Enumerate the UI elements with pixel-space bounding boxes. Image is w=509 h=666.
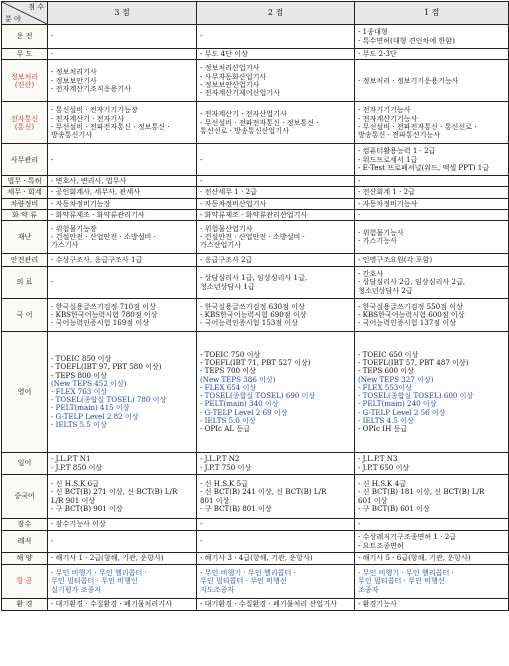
score-cell-2-points [197,198,355,209]
score-cell-1-points [355,267,509,299]
table-row [2,254,509,267]
category-label: 국 어 [16,309,33,319]
table-row [2,144,509,176]
qualification-line: - 국어능력인증시험 169점 이상 [51,318,150,328]
table-row [2,60,509,102]
qualification-line: - J.L.P.T N3 [358,454,398,464]
score-cell-1-points [355,453,509,475]
qualification-line: - [200,176,203,186]
category-cell [2,553,48,565]
score-cell-2-points [197,332,355,453]
qualification-line: - G-TELP Level 2 56 이상 [358,407,446,417]
qualification-line: - 특수면허(대형 견인차에 한함) [358,35,455,45]
qualification-line: - 컴퓨터활용능력 1 · 2급 [358,146,436,156]
qualification-line: - 전산세무 1 · 2급 [200,187,257,197]
category-label: 잠수 [17,519,32,529]
qualification-line: 통신선로 · 방송통신산업기사 [200,125,289,135]
score-cell-1-points [355,187,509,198]
table-row [2,332,509,453]
qualification-line: - [51,277,54,287]
score-cell-2-points [197,553,355,565]
score-cell-3-points [48,187,197,198]
header-row [2,2,509,25]
qualification-line: - 한국실용글쓰기검정 550점 이상 [358,301,463,311]
score-cell-2-points [197,176,355,187]
qualification-line: - TOSEL(종합실 TOSEL) 780 이상 [51,395,167,405]
category-label: 정보처리 [10,71,39,81]
qualification-line: - [200,536,203,546]
category-cell [2,25,48,49]
score-cell-1-points [355,565,509,599]
qualification-line: - [200,154,203,164]
score-cell-2-points [197,209,355,220]
score-cell-2-points [197,254,355,267]
qualification-line: (New TEPS 386 이상) [200,374,276,384]
score-cell-1-points [355,475,509,519]
category-cell [2,60,48,102]
qualification-line: - 전자계산기기능사 [358,113,418,123]
score-cell-3-points [48,299,197,332]
qualification-line: - J.L.P.T N2 [200,454,240,464]
score-cell-1-points [355,299,509,332]
category-cell [2,49,48,60]
column-header-2-points: 2 점 [197,2,355,25]
table-row [2,187,509,198]
qualification-line: - 신 H.S.K 4급 [358,479,406,489]
category-cell [2,198,48,209]
qualification-line: - 한국실용글쓰기검정 710점 이상 [51,301,156,311]
qualification-line: - IELTS 5.5 이상 [51,419,107,429]
qualification-line: 가스산업기사 [200,240,242,250]
qualification-line: - J.P.T 750 이상 [200,462,252,472]
score-cell-1-points [355,519,509,531]
category-cell [2,599,48,611]
qualification-line: - 수상레저기구조종면허 1 · 2급 [358,532,457,542]
table-row [2,599,509,611]
qualification-line: - 무인 비행기 · 무인 헬리콥터 · [200,568,296,578]
qualification-line: - [358,519,361,529]
score-cell-2-points [197,187,355,198]
qualification-line: - 전산회계 1 · 2급 [358,187,415,197]
category-label: 환 경 [16,599,33,609]
qualification-line: - 화약류제조 · 화약류관리산업기사 [200,209,308,219]
category-label: 일어 [17,458,32,468]
qualification-line: - 정보처리산업기사 [200,63,260,73]
qualification-line: - TOEFL(IBT 71, PBT 527 이상) [200,358,311,368]
category-label: 영어 [17,386,32,396]
qualification-line: - 화약류제조 · 화약류관리기사 [51,209,145,219]
qualification-line: - FLEX 763 이상 [51,386,108,396]
table-row [2,453,509,475]
qualification-line: - KBS한국어능력시험 690점 이상 [200,309,307,319]
category-label: 화 약 류 [11,209,38,219]
qualification-line: - 무선설비 · 전파전자통신 · 통신선로 · [358,121,477,131]
score-cell-3-points [48,475,197,519]
category-cell [2,519,48,531]
qualification-line: 청소년상담사 1급 [200,281,255,291]
table-row [2,267,509,299]
qualification-line: - TOSEL(종합실 TOSEL) 600 이상 [358,391,474,401]
qualification-line: - 무선설비 · 전파전자통신 · 정보통신 · [51,121,170,131]
corner-header-cell [2,2,48,25]
category-cell [2,187,48,198]
qualification-line: 무인 멀티콥터 · 무인 비행선 [358,576,445,586]
score-cell-1-points [355,198,509,209]
qualification-line: - 통신설비 · 전자기기기능장 [51,105,138,115]
table-row [2,565,509,599]
qualification-line: - 신 BCT(B) 181 이상, 신 BCT(B) L/R [358,487,485,497]
qualification-line: - 응급구조사 2급 [200,254,253,264]
score-cell-2-points [197,102,355,144]
qualification-line: - 잠수기능사 이상 [51,519,106,529]
score-cell-1-points [355,531,509,553]
qualification-line: 청소년상담사 2급 [358,285,413,295]
qualification-line: - 신 BCT(B) 271 이상, 신 BCT(B) L/R [51,487,178,497]
qualification-line: - PELT(main) 415 이상 [51,403,130,413]
qualification-line: - J.P.T 850 이상 [51,462,103,472]
category-label: (통신) [14,121,35,131]
table-row [2,49,509,60]
score-cell-1-points [355,49,509,60]
table-row [2,102,509,144]
table-row [2,209,509,220]
category-label: 운 전 [16,31,33,41]
qualification-line: - 환경기능사 [358,599,397,609]
qualification-line: (New TEPS 452 이상) [51,378,127,388]
qualification-line: - 해기사 3 · 4급(항해, 기관, 운항사) [200,553,313,563]
table-row [2,198,509,209]
qualification-line: - 대기환경 · 수질환경 · 폐기물처리 산업기사 [200,599,337,609]
score-cell-2-points [197,25,355,49]
score-cell-1-points [355,144,509,176]
table-row [2,531,509,553]
qualification-line: - [51,154,54,164]
qualification-line: - 정보처리 · 정보기기운용기능사 [358,75,459,85]
qualification-line: - E-Test 프로페셔널(워드, 엑셀 PPT) 1급 [358,162,490,172]
score-cell-3-points [48,267,197,299]
qualification-line: - TEPS 700 이상 [200,366,256,376]
qualification-line: - OPIc AL 등급 [200,423,251,433]
score-cell-1-points [355,60,509,102]
qualification-line: - 해기사 1 · 2급(항해, 기관, 운항사) [51,553,164,563]
score-cell-2-points [197,299,355,332]
qualification-line: - [358,209,361,219]
qualification-line: - KBS한국어능력시험 780점 이상 [51,309,158,319]
score-cell-2-points [197,475,355,519]
qualification-line: - [51,31,54,41]
qualification-line: - 국어능력인증시험 137점 이상 [358,318,457,328]
table-row [2,299,509,332]
category-cell [2,531,48,553]
qualification-line: - 한국실용글쓰기검정 630점 이상 [200,301,305,311]
category-cell [2,565,48,599]
qualification-line: - J.P.T 650 이상 [358,462,410,472]
score-cell-3-points [48,599,197,611]
qualification-line: - G-TELP Level 2 82 이상 [51,411,139,421]
qualification-line: 무인 멀티콥터 · 무인 비행선 [51,576,138,586]
qualification-line: - 구 BCT(B) 901 이상 [51,503,123,513]
corner-field-label: 분 야 [5,14,21,23]
qualification-line: - 구 BCT(B) 801 이상 [200,503,272,513]
category-label: 레저 [17,536,32,546]
score-cell-3-points [48,198,197,209]
score-cell-3-points [48,254,197,267]
table-row [2,553,509,565]
category-cell [2,267,48,299]
qualification-line: - 전자계산기 · 전자산업기사 [200,109,287,119]
score-cell-1-points [355,25,509,49]
qualification-line: - 요트조종면허 [358,540,404,550]
category-cell [2,254,48,267]
qualification-line: - TOEIC 850 이상 [51,354,112,364]
qualification-line: - 가스기능사 [358,236,397,246]
qualification-line: - IELTS 4.5 이상 [358,415,414,425]
qualification-line: - 위험물기능사 [358,227,404,237]
score-cell-1-points [355,599,509,611]
score-cell-3-points [48,519,197,531]
qualification-line: - FLEX 654 이상 [200,382,257,392]
score-cell-1-points [355,209,509,220]
score-cell-3-points [48,209,197,220]
category-label: 안전관리 [10,254,39,264]
corner-score-label: 점 수 [28,3,44,11]
qualification-line: - 무도 2·3단 [358,49,397,58]
category-label: 의 료 [16,277,33,287]
qualification-line: - 전자기기기능사 [358,105,411,115]
qualification-line: - PELT(main) 240 이상 [358,399,437,409]
qualification-line: 가스기사 [51,240,79,250]
qualification-line: 601 이상 [358,495,388,505]
qualification-score-table [1,1,509,611]
qualification-line: - 변호사, 변리사, 법무사 [51,176,127,186]
category-label: 해 양 [16,553,33,563]
score-cell-2-points [197,267,355,299]
category-label: 항 공 [16,576,33,586]
category-cell [2,332,48,453]
score-cell-3-points [48,60,197,102]
qualification-line: - TOSEL(종합실 TOSEL) 690 이상 [200,391,316,401]
qualification-line: - 1종대형 [358,27,388,37]
table-row [2,519,509,531]
score-cell-3-points [48,144,197,176]
category-cell [2,221,48,254]
qualification-line: - FLEX 553이상 [358,382,413,392]
score-cell-1-points [355,221,509,254]
column-header-3-points: 3 점 [48,2,197,25]
score-cell-3-points [48,25,197,49]
qualification-line: - 대기환경 · 수질환경 · 폐기물처리기사 [51,599,172,609]
qualification-line: - 건설안전 · 산업안전 · 소방설비 · [200,231,305,241]
qualification-line: - G-TELP Level 2 69 이상 [200,407,288,417]
qualification-line: - J.L.P.T N1 [51,454,91,464]
qualification-line: - 해기사 5 · 6급(항해, 기관, 운항사) [358,553,471,563]
score-cell-3-points [48,221,197,254]
column-header-1-point: 1 점 [355,2,509,25]
qualification-line: - TEPS 800 이상 [51,370,107,380]
qualification-line: - 구 BCT(B) 601 이상 [358,503,430,513]
qualification-line: - TOEFL(IBT 97, PBT 580 이상) [51,362,162,372]
score-cell-2-points [197,531,355,553]
qualification-line: - [200,31,203,41]
category-cell [2,475,48,519]
score-cell-3-points [48,49,197,60]
category-label: 재난 [17,231,32,241]
qualification-line: - 전자계산기 · 전자기사 [51,113,125,123]
category-cell [2,176,48,187]
qualification-line: - 워드프로세서 1급 [358,154,418,164]
qualification-line: - TOEIC 750 이상 [200,350,261,359]
qualification-line: - 무선설비 · 전파전자통신 · 정보통신 · [200,117,319,127]
qualification-line: - 전자계산기제어산업기사 [200,87,281,97]
category-cell [2,144,48,176]
score-cell-3-points [48,565,197,599]
qualification-line: - 무인 비행기 · 무인 헬리콥터 · [358,568,454,578]
qualification-line: - [358,176,361,186]
qualification-line: - IELTS 5.0 이상 [200,415,256,425]
qualification-line: 지도조종자 [200,584,235,594]
score-cell-1-points [355,176,509,187]
qualification-line: - [51,49,54,58]
qualification-line: L/R 901 이상 [51,495,96,505]
category-label: 전자통신 [10,113,39,123]
score-cell-3-points [48,453,197,475]
category-label: 법무 · 특허 [7,176,42,186]
qualification-line: - 신 BCT(B) 241 이상, 신 BCT(B) L/R [200,487,327,497]
score-cell-3-points [48,553,197,565]
score-cell-2-points [197,144,355,176]
qualification-line: - 인명구조요원(각 포함) [358,254,433,264]
qualification-line: - 수상구조사, 응급구조사 1급 [51,254,143,264]
qualification-line: 무인 멀티콥터 · 무인 비행선 [200,576,287,586]
score-cell-2-points [197,221,355,254]
qualification-line: - TOEIC 650 이상 [358,350,419,359]
qualification-line: 801 이상 [200,495,230,505]
category-label: 세무 · 회계 [7,187,42,197]
qualification-line: - TOEFL(IBT 57, PBT 487 이상) [358,358,469,368]
qualification-line: - 신 H.S.K 5급 [200,479,248,489]
qualification-line: - 국어능력인증시험 153점 이상 [200,318,299,328]
qualification-line: - 공인회계사, 세무사, 관세사 [51,187,141,197]
category-cell [2,102,48,144]
qualification-line: - 신 H.S.K 6급 [51,479,99,489]
qualification-line: - 사무자동화산업기사 [200,71,267,81]
score-cell-3-points [48,332,197,453]
qualification-line: - 무도 4단 이상 [200,49,248,58]
score-cell-3-points [48,102,197,144]
qualification-line: - TEPS 600 이상 [358,366,414,376]
score-cell-1-points [355,254,509,267]
category-label: 사무관리 [10,154,39,164]
category-cell [2,453,48,475]
qualification-line: - 무인 비행기 · 무인 헬리콥터 · [51,568,147,578]
score-cell-2-points [197,49,355,60]
qualification-line: - 상담심리사 1급, 임상심리사 1급, [200,273,308,283]
score-cell-2-points [197,453,355,475]
qualification-line: - 자동차정비기능장 [51,198,111,208]
table-row [2,221,509,254]
qualification-line: - 위험물산업기사 [200,223,253,233]
qualification-line: 실기평가 조종자 [51,584,102,594]
qualification-line: - PELT(main) 340 이상 [200,399,279,409]
qualification-line: - 위험물기능장 [51,223,97,233]
score-cell-1-points [355,553,509,565]
qualification-line: (New TEPS 327 이상) [358,374,434,384]
category-label: (전산) [14,79,35,89]
qualification-line: - [51,536,54,546]
qualification-line: - 건설안전 · 산업안전 · 소방설비 · [51,231,156,241]
score-cell-3-points [48,531,197,553]
qualification-line: 방송통신기사 [51,129,93,139]
qualification-line: - 정보보안산업기사 [200,79,260,89]
table-row [2,25,509,49]
score-cell-1-points [355,332,509,453]
qualification-line: 방송통신 · 전파통신기능사 [358,129,441,139]
qualification-line: - 자동차정비산업기사 [200,198,267,208]
category-label: 무 도 [16,49,33,58]
category-cell [2,299,48,332]
score-cell-3-points [48,176,197,187]
score-cell-2-points [197,519,355,531]
category-cell [2,209,48,220]
qualification-line: - 정보처리기사 [51,67,97,77]
qualification-line: - 전자계산기조직응용기사 [51,83,132,93]
qualification-line: - 상담심리사 2급, 임상심리사 2급, [358,277,466,287]
score-cell-2-points [197,599,355,611]
table-row [2,475,509,519]
qualification-line: - 간호사 [358,269,384,279]
score-cell-2-points [197,565,355,599]
qualification-line: - [200,519,203,529]
qualification-line: - OPIc IH 등급 [358,423,408,433]
score-cell-1-points [355,102,509,144]
score-cell-2-points [197,60,355,102]
qualification-line: 조종자 [358,584,379,594]
qualification-line: - KBS한국어능력시험 600점 이상 [358,309,465,319]
qualification-line: - 자동차정비기능사 [358,198,418,208]
qualification-line: - 정보보안기사 [51,75,97,85]
category-label: 중국어 [14,491,35,501]
table-row [2,176,509,187]
category-label: 차량정비 [10,198,39,208]
